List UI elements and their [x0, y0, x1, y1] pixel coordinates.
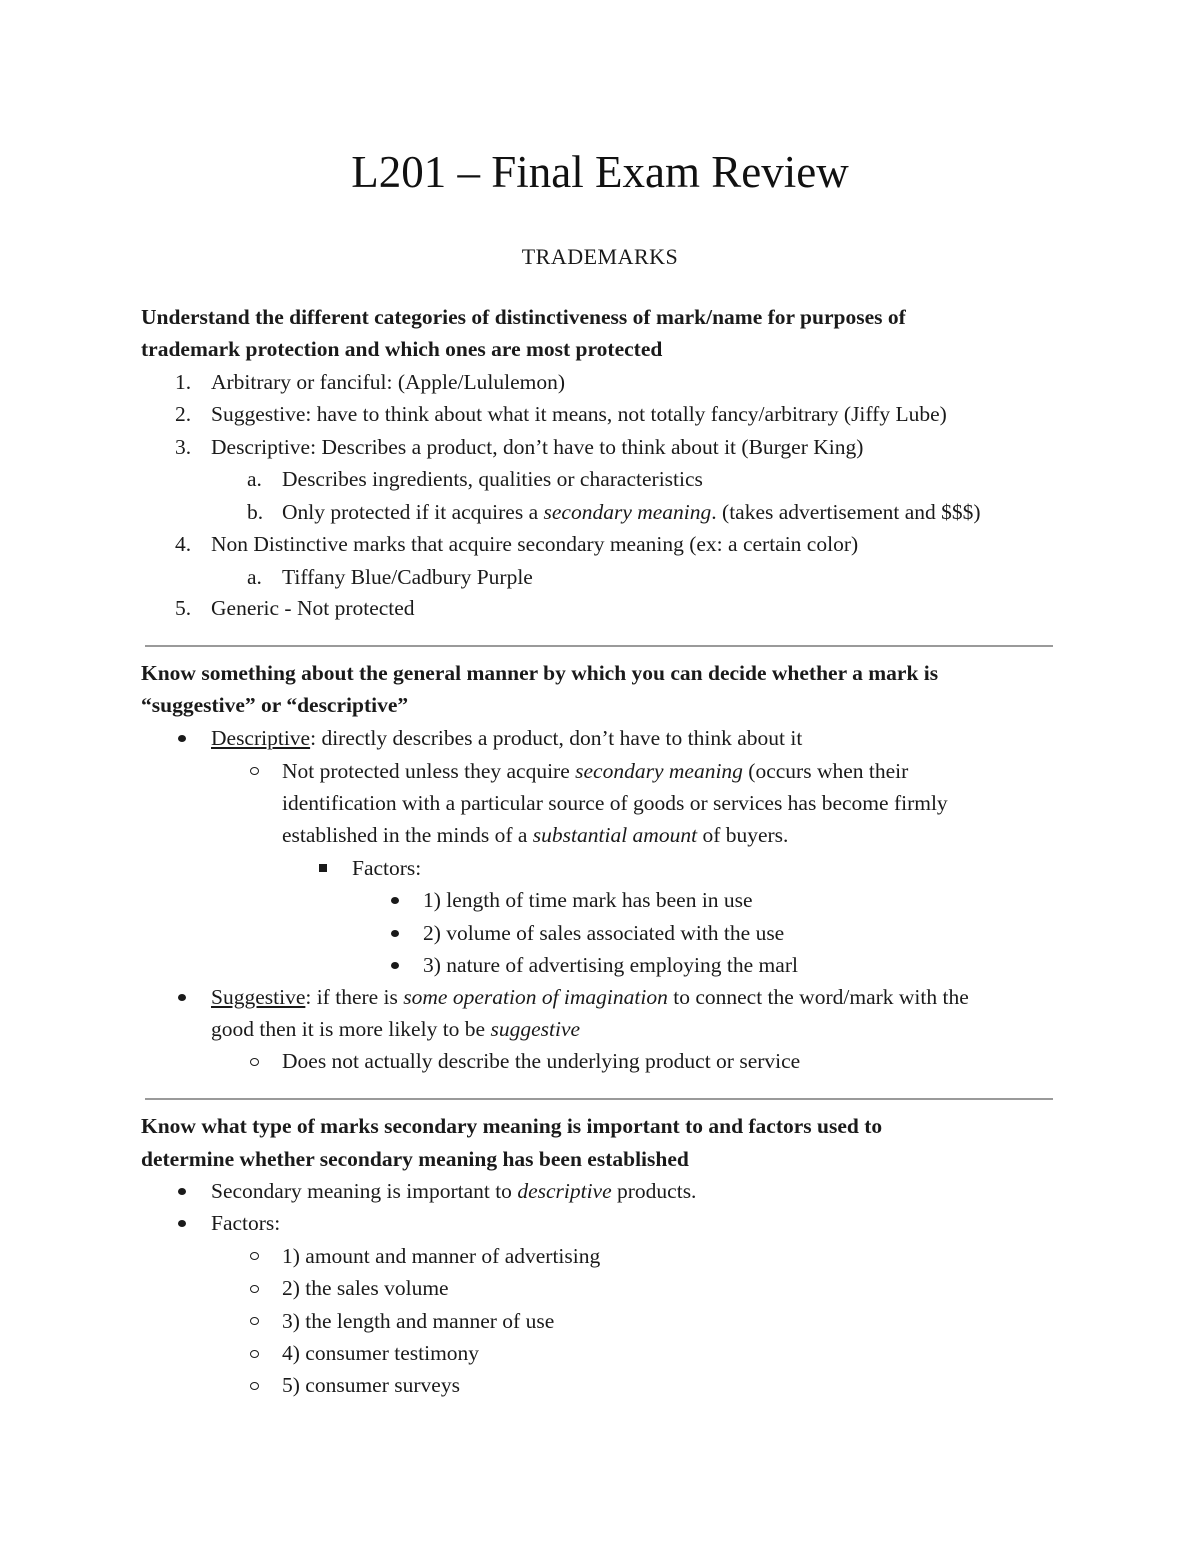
list-letter: a.	[247, 467, 262, 491]
bullet-disc-icon	[178, 735, 186, 742]
bullet-circle-icon	[250, 1382, 259, 1390]
list-item: Descriptive: Describes a product, don’t have to think about it (Burger King)	[211, 435, 864, 459]
bullet-disc-icon	[178, 1220, 186, 1227]
bullet-circle-icon	[250, 1285, 259, 1293]
list-item: Describes ingredients, qualities or characteristics	[282, 467, 703, 491]
q2-heading-line1: Know something about the general manner by which you can decide whether a mark is	[141, 661, 939, 685]
bullet-circle-icon	[250, 1317, 259, 1325]
list-item: 4) consumer testimony	[282, 1341, 480, 1365]
bullet-disc-icon	[391, 897, 399, 904]
bullet-disc-icon	[391, 962, 399, 969]
list-item: 1) length of time mark has been in use	[423, 888, 753, 912]
bullet-circle-icon	[250, 1252, 259, 1260]
list-number: 2.	[175, 402, 192, 426]
bullet-disc-icon	[178, 1188, 186, 1195]
list-item: Suggestive: have to think about what it means, not totally fancy/arbitrary (Jiffy Lube)	[211, 402, 947, 426]
q3-heading-line2: determine whether secondary meaning has been established	[141, 1147, 689, 1171]
list-item: 1) amount and manner of advertising	[282, 1244, 601, 1268]
list-item: Factors:	[352, 856, 422, 880]
list-number: 4.	[175, 532, 192, 556]
list-item: 3) nature of advertising employing the marl	[423, 953, 798, 977]
list-item-continuation: established in the minds of a substantial amount of buyers.	[282, 823, 789, 847]
bullet-disc-icon	[178, 994, 186, 1001]
list-item: Non Distinctive marks that acquire secondary meaning (ex: a certain color)	[211, 532, 859, 556]
bullet-disc-icon	[391, 930, 399, 937]
list-number: 3.	[175, 435, 192, 459]
list-item-continuation: good then it is more likely to be suggestive	[211, 1017, 581, 1041]
list-item: Factors:	[211, 1211, 281, 1235]
bullet-circle-icon	[250, 767, 259, 775]
bullet-circle-icon	[250, 1058, 259, 1066]
list-item: 2) volume of sales associated with the use	[423, 921, 785, 945]
section-title: TRADEMARKS	[521, 244, 679, 269]
q2-heading-line2: “suggestive” or “descriptive”	[141, 693, 409, 717]
q3-heading-line1: Know what type of marks secondary meaning is important to and factors used to	[141, 1114, 883, 1138]
list-item: Arbitrary or fanciful: (Apple/Lululemon)	[211, 370, 566, 394]
list-item: Descriptive: directly describes a product, don’t have to think about it	[211, 726, 803, 750]
horizontal-divider	[145, 1098, 1053, 1100]
list-item: Only protected if it acquires a secondary meaning. (takes advertisement and $$$)	[282, 500, 981, 524]
list-letter: a.	[247, 565, 262, 589]
list-item: Not protected unless they acquire secondary meaning (occurs when their	[282, 759, 909, 783]
horizontal-divider	[145, 645, 1053, 647]
list-item: Tiffany Blue/Cadbury Purple	[282, 565, 533, 589]
list-item: Suggestive: if there is some operation of imagination to connect the word/mark with the	[211, 985, 969, 1009]
bullet-square-icon	[319, 864, 327, 872]
list-item: 2) the sales volume	[282, 1276, 449, 1300]
list-item: 3) the length and manner of use	[282, 1309, 555, 1333]
list-letter: b.	[247, 500, 264, 524]
list-item-continuation: identification with a particular source of goods or services has become firmly	[282, 791, 948, 815]
list-item: Does not actually describe the underlying product or service	[282, 1049, 801, 1073]
list-item: 5) consumer surveys	[282, 1373, 460, 1397]
list-item: Generic - Not protected	[211, 596, 415, 620]
page-title: L201 – Final Exam Review	[351, 147, 849, 197]
bullet-circle-icon	[250, 1350, 259, 1358]
list-number: 5.	[175, 596, 192, 620]
q1-heading-line2: trademark protection and which ones are most protected	[141, 337, 663, 361]
list-item: Secondary meaning is important to descriptive products.	[211, 1179, 697, 1203]
list-number: 1.	[175, 370, 192, 394]
q1-heading-line1: Understand the different categories of distinctiveness of mark/name for purposes of	[141, 305, 906, 329]
